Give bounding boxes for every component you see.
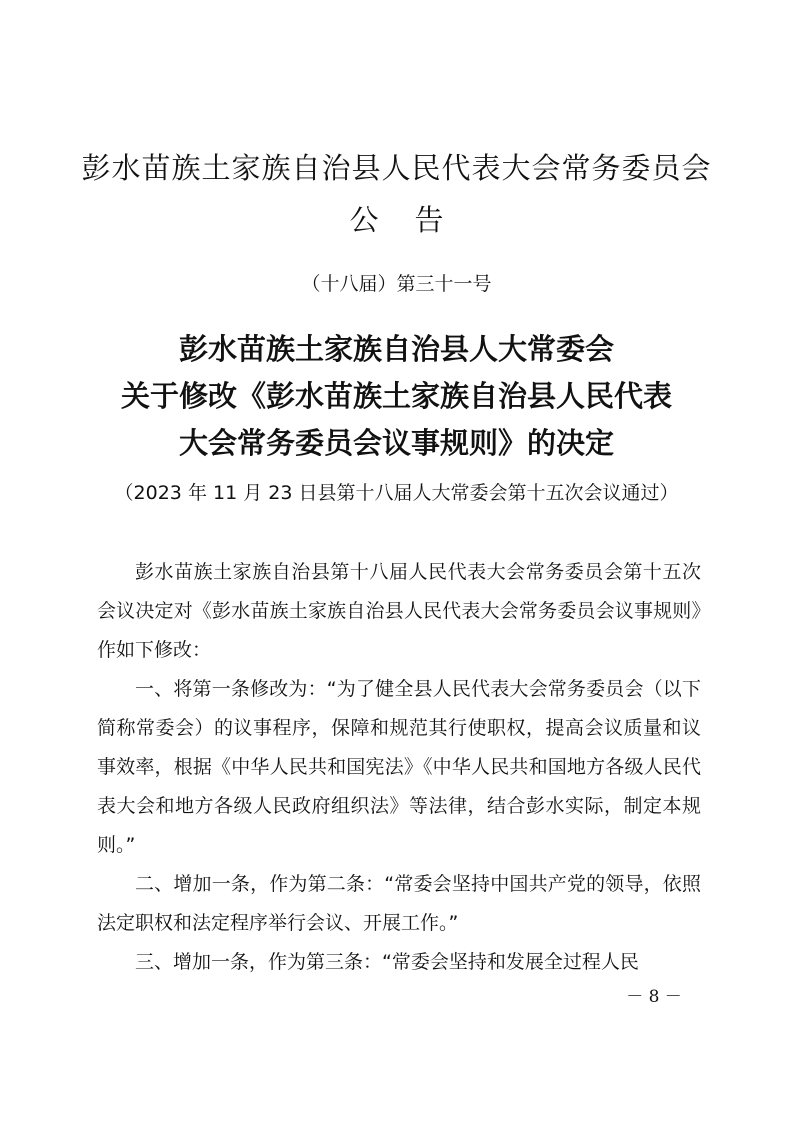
- page-number: － 8 －: [626, 987, 682, 1007]
- decision-title-line: 大会常务委员会议事规则》的决定: [178, 426, 614, 460]
- decision-title: [0, 326, 793, 467]
- body-paragraph: 二、增加一条，作为第二条：“常委会坚持中国共产党的领导，依照法定职权和法定程序举行会议、开展工作。”: [97, 873, 701, 934]
- body-paragraph: 三、增加一条，作为第三条：“常委会坚持和发展全过程人民: [135, 951, 639, 973]
- organization-title: 彭水苗族土家族自治县人民代表大会常务委员会: [81, 151, 712, 185]
- body-text: [97, 553, 701, 982]
- body-paragraph: 彭水苗族土家族自治县第十八届人民代表大会常务委员会第十五次会议决定对《彭水苗族土家族自治县人民代表大会常务委员会议事规则》作如下修改：: [97, 561, 701, 661]
- adoption-note: （2023 年 11 月 23 日县第十八届人大常委会第十五次会议通过）: [114, 482, 679, 504]
- decision-title-line: 彭水苗族土家族自治县人大常委会: [178, 332, 614, 366]
- body-paragraph: 一、将第一条修改为：“为了健全县人民代表大会常务委员会（以下简称常委会）的议事程序，保障和规范其行使职权，提高会议质量和议事效率，根据《中华人民共和国宪法》《中华人民共和国地方各级人民代表大会和地方各级人民政府组织法》等法律，结合彭水实际，制定本规则。”: [97, 678, 701, 856]
- notice-number: （十八届）第三十一号: [301, 273, 492, 295]
- notice-title: 公告: [349, 203, 480, 237]
- decision-title-line: 关于修改《彭水苗族土家族自治县人民代表: [120, 379, 672, 413]
